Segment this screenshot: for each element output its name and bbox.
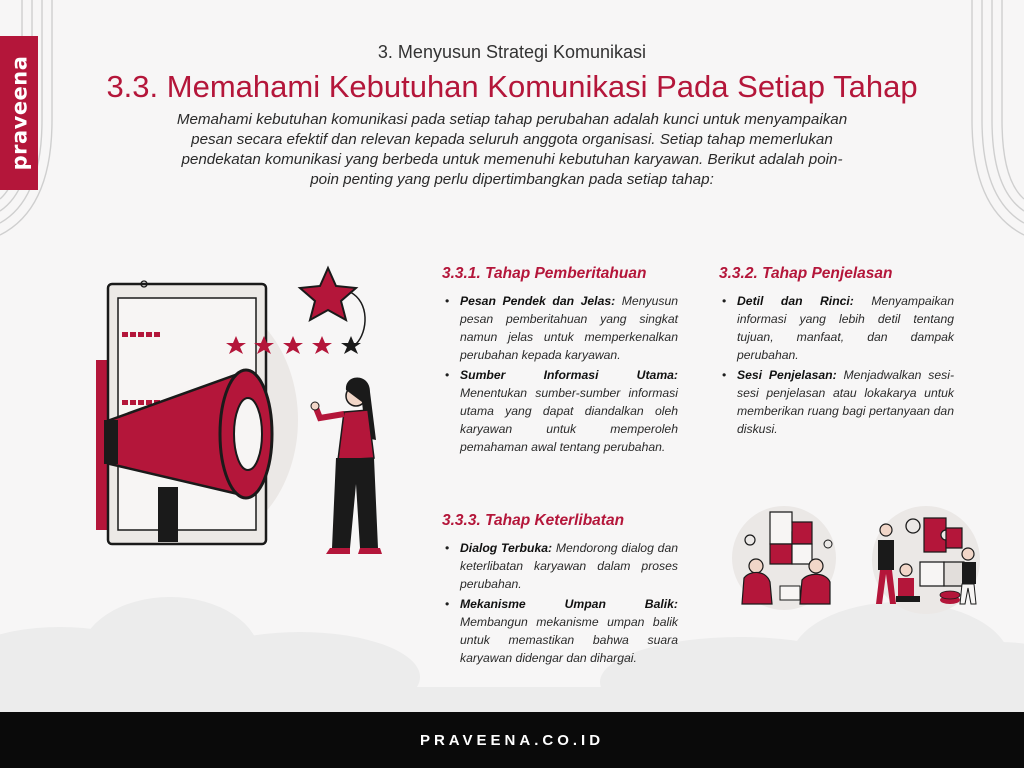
item-description: Membangun mekanisme umpan balik untuk memastikan bahwa suara karyawan didengar dan dihargai. xyxy=(460,615,678,665)
list-item xyxy=(719,366,954,438)
list-item xyxy=(442,595,678,667)
section-subtitle: 3. Menyusun Strategi Komunikasi xyxy=(377,42,647,62)
item-description: Menyampaikan informasi yang lebih detil tentang tujuan, manfaat, dan dampak perubahan. xyxy=(737,294,954,362)
list-item xyxy=(442,292,678,364)
item-term: Detil dan Rinci: xyxy=(737,294,854,308)
list-item xyxy=(442,539,678,593)
intro-paragraph: Memahami kebutuhan komunikasi pada setiap tahap perubahan adalah kunci untuk menyampaikan pesan secara efektif dan relevan kepada seluruh anggota organisasi. Setiap tahap memerlukan pendekatan komunikasi yang berbeda untuk memenuhi kebutuhan karyawan. Berikut adalah poin-poin penting yang perlu dipertimbangkan pada setiap tahap: xyxy=(176,111,848,188)
item-term: Sumber Informasi Utama: xyxy=(460,368,678,382)
item-term: Dialog Terbuka: xyxy=(460,541,553,555)
item-term: Mekanisme Umpan Balik: xyxy=(460,597,678,611)
item-term: Sesi Penjelasan: xyxy=(737,368,837,382)
decorative-arcs-right xyxy=(944,0,1024,240)
section-heading: 3.3.3. Tahap Keterlibatan xyxy=(442,512,625,529)
item-description: Menentukan sumber-sumber informasi utama yang dapat diandalkan oleh karyawan untuk memperoleh pemahaman awal tentang perubahan. xyxy=(460,386,678,454)
item-description: Mendorong dialog dan keterlibatan karyawan dalam proses perubahan. xyxy=(460,541,678,591)
list-item xyxy=(442,366,678,456)
footer-bar xyxy=(0,712,1024,768)
section-keterlibatan xyxy=(442,512,678,669)
section-penjelasan xyxy=(719,265,954,440)
brand-logo-text: praveena xyxy=(7,55,32,171)
item-description: Menjadwalkan sesi-sesi penjelasan atau lokakarya untuk memberikan ruang bagi pertanyaan dan diskusi. xyxy=(737,368,955,436)
footer-website: PRAVEENA.CO.ID xyxy=(419,731,605,749)
puzzle-teamwork-illustration xyxy=(730,500,1000,620)
list-item xyxy=(719,292,954,364)
section-heading: 3.3.2. Tahap Penjelasan xyxy=(719,265,893,282)
item-term: Pesan Pendek dan Jelas: xyxy=(460,294,616,308)
item-description: Menyusun pesan pemberitahuan yang singkat namun jelas untuk memperkenalkan perubahan kepada karyawan. xyxy=(460,294,678,362)
section-pemberitahuan xyxy=(442,265,678,458)
section-heading: 3.3.1. Tahap Pemberitahuan xyxy=(442,265,647,282)
page-title: 3.3. Memahami Kebutuhan Komunikasi Pada Setiap Tahap xyxy=(106,69,918,104)
megaphone-illustration xyxy=(88,262,388,562)
